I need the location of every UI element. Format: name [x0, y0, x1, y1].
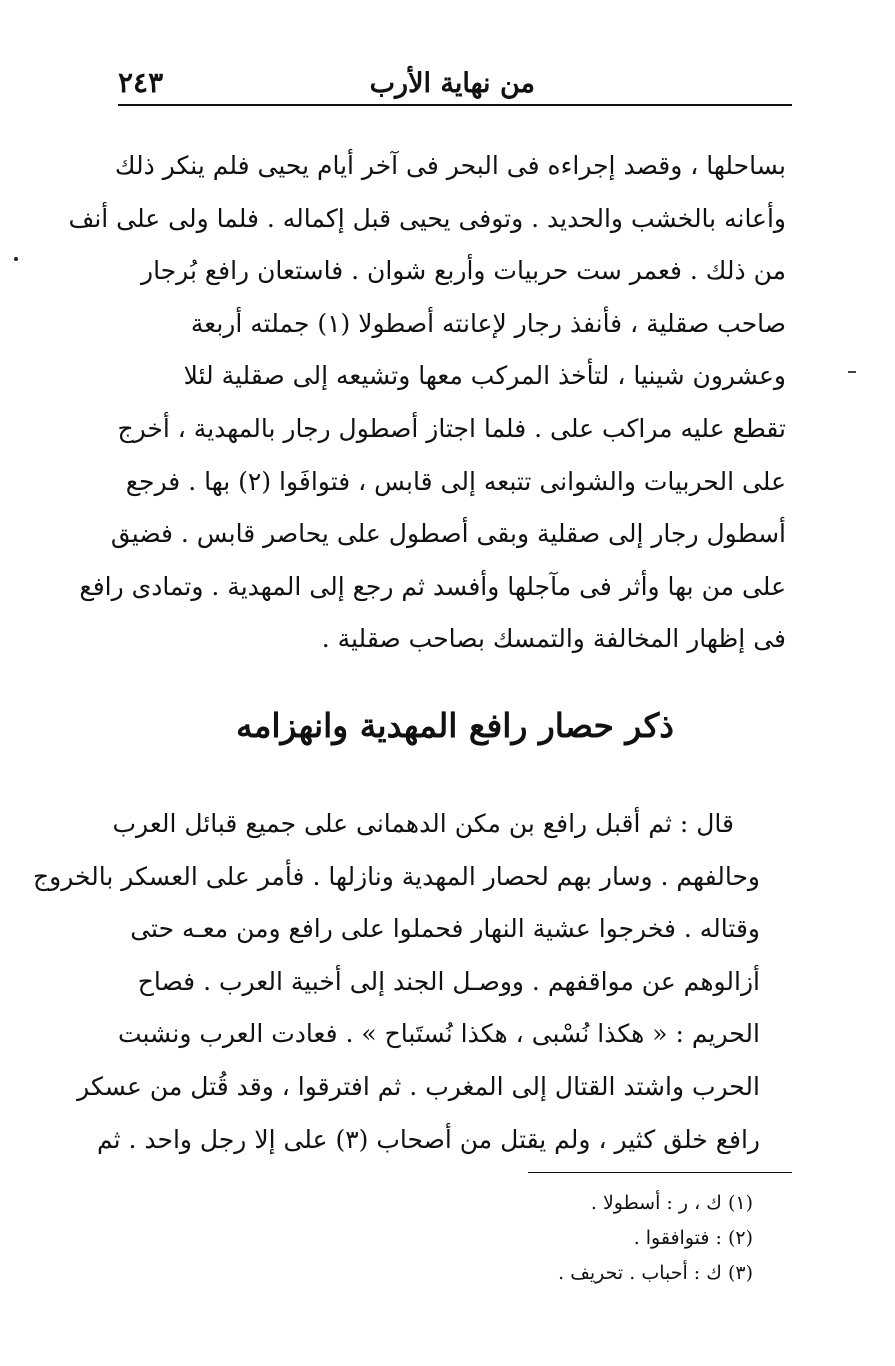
- text-line: تقطع عليه مراكب على . فلما اجتاز أصطول رجار بالمهدية ، أخرج: [117, 413, 786, 443]
- page-number: ٢٤٣: [118, 66, 164, 99]
- section-heading: ذكر حصار رافع المهدية وانهزامه: [236, 706, 674, 745]
- footnote: (٣) ك : أحباب . تحريف .: [558, 1262, 753, 1284]
- scan-speck: [14, 257, 18, 261]
- text-line: على الحربيات والشوانى تتبعه إلى قابس ، فتوافَوا (٢) بها . فرجع: [125, 466, 786, 496]
- text-line: وقتاله . فخرجوا عشية النهار فحملوا على رافع ومن معـه حتى: [130, 914, 760, 944]
- paragraph-1: [68, 140, 786, 666]
- text-line: قال : ثم أقبل رافع بن مكن الدهمانى على جميع قبائل العرب: [112, 809, 734, 838]
- footnote-rule: [528, 1172, 792, 1173]
- text-line: وأعانه بالخشب والحديد . وتوفى يحيى قبل إكماله . فلما ولى على أنف: [68, 203, 786, 233]
- header-rule: [118, 104, 792, 106]
- running-header: [118, 62, 792, 104]
- text-line: الحرب واشتد القتال إلى المغرب . ثم افترقوا ، وقد قُتل من عسكر: [77, 1071, 760, 1101]
- running-title: من نهاية الأرب: [369, 68, 535, 99]
- text-line: فى إظهار المخالفة والتمسك بصاحب صقلية .: [321, 624, 786, 654]
- text-line: الحريم : « هكذا نُسْبى ، هكذا نُستَباح » . فعادت العرب ونشبت: [117, 1019, 760, 1049]
- text-line: من ذلك . فعمر ست حربيات وأربع شوان . فاستعان رافع بُرجار: [141, 256, 786, 286]
- text-line: على من بها وأثر فى مآجلها وأفسد ثم رجع إلى المهدية . وتمادى رافع: [79, 571, 786, 601]
- text-line: بساحلها ، وقصد إجراءه فى البحر فى آخر أيام يحيى فلم ينكر ذلك: [114, 151, 786, 180]
- text-line: صاحب صقلية ، فأنفذ رجار لإعانته أصطولا (١) جملته أربعة: [190, 308, 786, 338]
- text-line: رافع خلق كثير ، ولم يقتل من أصحاب (٣) على إلا رجل واحد . ثم: [96, 1124, 760, 1154]
- paragraph-2: [33, 798, 786, 1166]
- text-line: أزالوهم عن مواقفهم . ووصـل الجند إلى أخبية العرب . فصاح: [137, 966, 760, 996]
- text-line: أسطول رجار إلى صقلية وبقى أصطول على يحاصر قابس . فضيق: [110, 519, 786, 549]
- footnotes: [333, 1186, 753, 1291]
- footnote: (٢) : فتوافقوا .: [633, 1227, 753, 1249]
- scan-mark: [848, 371, 856, 373]
- text-line: وحالفهم . وسار بهم لحصار المهدية ونازلها . فأمر على العسكر بالخروج: [33, 861, 760, 891]
- footnote: (١) ك ، ر : أسطولا .: [590, 1192, 753, 1214]
- text-line: وعشرون شينيا ، لتأخذ المركب معها وتشيعه إلى صقلية لئلا: [183, 361, 786, 391]
